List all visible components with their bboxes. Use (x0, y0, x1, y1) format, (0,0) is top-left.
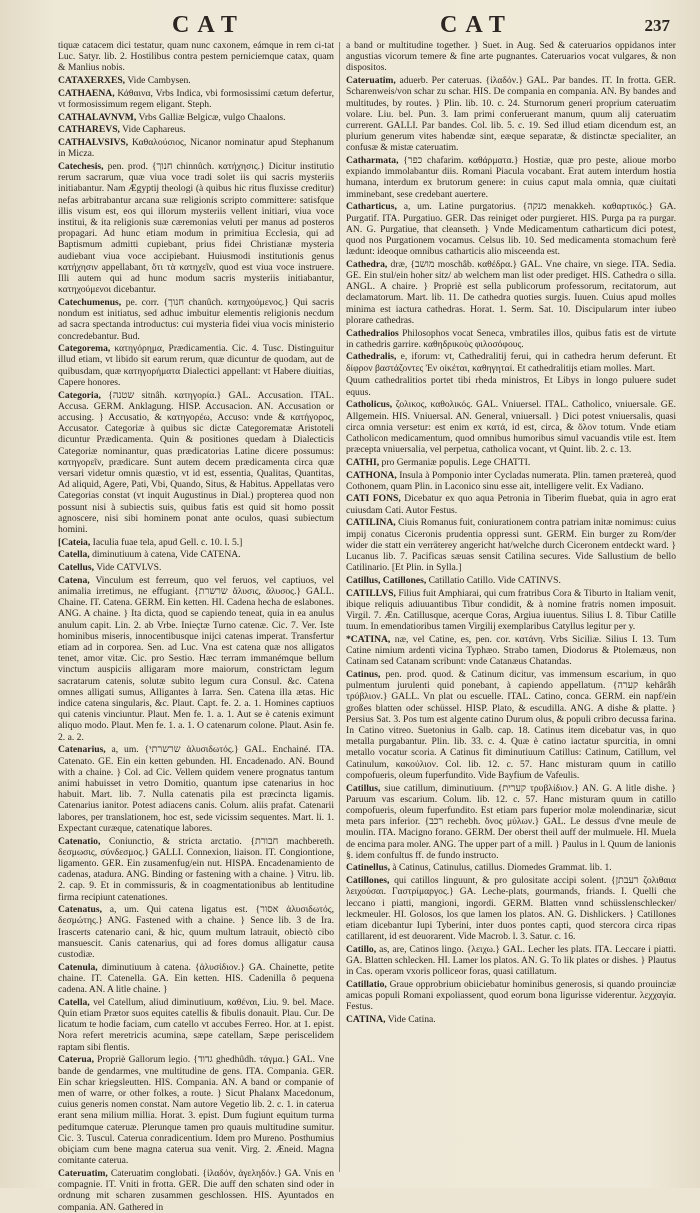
entry-text: tiquæ catacem dici testatur, quam nunc caxonem, eámque in rem ci-tat Luc. Satyr. lib. 2. Hostilibus contra pestem perniciemque catax, quam & Manlius nobis. (58, 40, 334, 74)
dictionary-entry (58, 390, 334, 536)
entry-headword: CATHALAVNVM, (58, 111, 137, 123)
entry-headword: Catillo, (346, 943, 377, 955)
entry-headword: Catechesis, (58, 161, 104, 173)
dictionary-entry (346, 493, 676, 515)
entry-text: Vide CATVLVS. (96, 562, 162, 574)
dictionary-entry (58, 88, 334, 110)
entry-text: a, um. {שרשרתי ἁλυσιδωτός.} GAL. Enchainé. ITA. Catenato. GE. Ein ein ketten gebunden. HI. Encadenado. AN. Bound with a chaine. } Col. ad Cic. Vellem quidem venere prognatus tantum animi habuisset in vetro Domitio, quantum ipse catenarius in hoc habuit. Mart. lib. 7. Nulla catenatis pila est præcincta ligamis. Catenarius ianitor. Potest adiacens canis. Colum. aliis prafat. Catenarii labores, per translationem, hoc est, sede vicissim sequentes. Mart. li. 1. Expectant curæque, catenatique labores. (58, 744, 334, 834)
dictionary-entry (346, 201, 676, 257)
entry-text: pen. prod. quod. & Catinum dicitur, vas immensum escarium, in quo pulmentum jurulenti quid ponebant, à capiendo appellatum. {קערה kehârâh τρύβλιον.} GALL. Vn plat ou escuelle. ITAL. Catino, conca. GERM. ein napf/ein großes blatten oder schüssel. HISP. Plato, & escudilla. ANG. A dishe & platte. } Persius Sat. 3. Pos tum est algente catino Durum olus, & populi cribro decussa farina. In Catino vitreo. Suetonius in Galb. cap. 18. Catinus item dicebatur vas, in quo metalla purgabantur. Plin. lib. 33. c. 4. Quæ è catino iactatur spurcitia, in omni metallo vocatur scoria. A Catinus fit diminutiuum Catillus: Catinum, Catillum, vel Catinulum, κακούλιον. Col. lib. 12. c. 57. Hanc misturam quum in catillo compofueris, oleum fuperfundito. Vide Bayfium de Vafeulis. (346, 668, 676, 781)
entry-headword: CATINA, (346, 1014, 386, 1026)
entry-headword: Catillones, (346, 875, 390, 887)
dictionary-entry (346, 634, 676, 668)
entry-headword: CATHAENA, (58, 87, 115, 99)
entry-headword: Cathedra, (346, 258, 388, 270)
dictionary-entry (346, 351, 676, 373)
left-column (58, 40, 335, 1213)
dictionary-entry (58, 137, 334, 159)
dictionary-entry (346, 75, 676, 153)
dictionary-entry (346, 862, 676, 873)
dictionary-entry (346, 979, 676, 1013)
entry-headword: Catharticus, (346, 201, 397, 213)
entry-text: Propriè Gallorum legio. {גדוד ghedhûdh. τάγμα.} GAL. Vne bande de gendarmes, vne multitudine de gens. ITA. Compania. GER. Ein schar kriegsleutten. HIS. Compania. AN. A band or companie of men of warre, or other folkes, a route. } Sicut Phalanx Macedonum, cuius generis nomen constat. Nam autore Vegetio lib. 2. c. 1. in caterua erant sena milium millia. Horat. 3. epist. Dum fugiunt equitum turma peditumque cateruæ. Plerunque tamen pro quauis multitudine sumitur. Cic. 3. Tuscul. Caterua conradicentium. Idem pro Mureno. Posthumius obiçiam cum bene magna caterua sua venit. Virg. 2. Æneid. Magna comitante caterua. (58, 1054, 334, 1167)
dictionary-entry (346, 783, 676, 861)
dictionary-entry (58, 1168, 334, 1213)
entry-text: Dicebatur ex quo aqua Petronia in Tiberim fluebat, quia in agro erat cuiusdam Cati. Autor Festus. (346, 493, 676, 516)
entry-text: as, are, Catinos lingo. {λειχω.} GAL. Lecher les plats. ITA. Leccare i piatti. GA. Blatten schlecken. HI. Lamer los platos. AN. G. To lik plates or dishes. } Plautus in Cas. operam vxoris polliceor foras, quasi catillatum. (346, 943, 676, 978)
entry-headword: Catellus, (58, 562, 94, 574)
entry-text: Coniunctio, & stricta arctatio. {חבורת machbereth. δεσμωσις, σύνδεσμος.} GALLI. Connexion, liaison. IT. Congiontione, ligamento. GER. Ein zusamenfug/ein nut. HISPA. Encadenamiento de cadenas, atadura. ANG. Binding or fastening with a chaine. } Vitru. lib. 2. cap. 9. Et in commissuris, & in coagmentationibus ab lentitudine firma recipiunt catenationes. (58, 835, 334, 903)
dictionary-entry (58, 904, 334, 960)
entry-headword: Catella, (58, 996, 90, 1008)
entry-text: Vide Caphareus. (122, 124, 186, 136)
entry-text: Insula à Pomponio inter Cycladas numerata. Plin. tamen prætereà, quod Cothonem, quam Plin. in Laconico sinu esse ait, intelligere velit. Ex Vadiano. (346, 469, 676, 492)
dictionary-entry (58, 549, 334, 560)
dictionary-entry (346, 259, 676, 326)
entry-headword: Catillatio, (346, 978, 387, 990)
dictionary-entry (58, 124, 334, 135)
entry-text: qui catillos linguunt, & pro gulositate accipi solent. {רעבתן ζολιθαια λειχούσαι. Γαστρίμαργος.} GA. Leche-plats, gourmands, friands. I. Quelli che leccano i piatti, mangioni, ingordi. GERM. Blatten vnnd schüsslenschlecker/ leckmeuler. HI. Golosos, los que lamen los platos. AN. G. Dishlickers. } Catillones etiam dicebantur Iupi Tyberini, inter duos pontes capti, quod stercora circa ripas catillarent, id est deuorarent. Vide Macrob. l. 3. Satur. c. 16. (346, 875, 676, 943)
entry-text: e, iforum: vt, Cathedralitij ferui, qui in cathedra herum deferunt. Et δίφρον βαστάζοντες Ἐν οἰκέται, καθηγηταί. Et cathedralitijs etiam molles. Mart. (346, 351, 676, 374)
running-head-left: CAT (172, 12, 245, 38)
entry-text: dræ, {מושב moschâb. καθέδρα.} GAL. Vne chaire, vn siege. ITA. Sedia. GE. Ein stul/ein hoher sitz/ ab welchem man list oder prediget. HIS. Cathedra o silla. ANGL. A chaire. } Propriè est sella publicorum professorum, recitatorum, aut declamatorum. Mart. lib. 11. De cathedra quoties surgis. Iuuen. Cuius apud molles minima est iactura cathedras. Horat. 1. Serm. Sat. 10. Discipularum inter iubeo plorare cathedras. (346, 258, 676, 326)
entry-headword: Catinellus, (346, 862, 390, 874)
entry-text: Vide Catina. (387, 1014, 436, 1026)
entry-text: Quum cathedralitios portet tibi rheda ministros, Et Libys in longo puluere sudet equus. (346, 375, 676, 398)
entry-text: aduerb. Per cateruas. {ἰλαδόν.} GAL. Par bandes. IT. In frotta. GER. Scharenweis/von schar zu schar. HIS. De compania en compania. AN. By bandes and multitudes, by routes. } Plin. lib. 10. c. 24. Sturnorum generi proprium cateruatim volare. Liu. bel. Pun. 3. Iam primi conferuerant manum, quum alij cateruatim currerent. GALLI. Par bandes. Col. lib. 5. c. 19. Sed illud etiam dicendum est, an plurium generum vites habendæ sint, eæque separatæ, & distinctæ specialiter, an confusæ & mistæ cateruatim. (346, 75, 676, 154)
entry-text: Vinculum est ferreum, quo vel feruos, vel captiuos, vel animalia irretimus, ne effugiant. {שרשרת ἅλυσις, ἅλυσος.} GALL. Chaine. IT. Catena. GERM. Ein ketten. HI. Cadena hecha de eslabones. ANG. A chaine. } Ita dicta, quod se capiendo teneat, quia in ea anulus anulum capit. Lin. 2. ab Vrbe. Inieçtæ Turno catenæ. Cic. 7. Ver. Iste hominibus miseris, innocentibusque inijci catenas imperat. Transfertur etiam ad in corporea. Sen. ad Luc. Vna est catena quæ nos alligatos tenet, amor vitæ. Cic. pro Sestio. Hæc terram immanémque bellum vinctum auspiciis alligaram more maiorum, constrictam legum sacratarum catenis, solutæ subito legum cura Consul. &c. Catena omnes alligati sumus, Alligantes à Iarra. Sen. Catena illa ætas. Hic indice catena singularis, &c. Plaut. Capt. fe. 2. a. 1. Homines captiuos qui catenis vinciuntur. Plaut. Men fe. 1. a. 1. Aut se è catenis eximunt aliquo modo. Plaut. Men fe. 1. a. 1. O catenarum colone. Plaut. Asin fe. 2. a. 2. (58, 574, 335, 743)
running-head-right: CAT (440, 12, 513, 38)
entry-headword: Catella, (58, 549, 90, 561)
entry-headword: CATILLVS, (346, 587, 396, 599)
right-column (346, 40, 676, 1176)
entry-headword: Catillus, Catillones, (346, 574, 427, 586)
dictionary-entry (58, 836, 334, 903)
entry-headword: CATHAREVS, (58, 124, 120, 136)
dictionary-entry (346, 328, 676, 350)
dictionary-entry (346, 517, 676, 573)
page-number: 237 (644, 16, 670, 35)
dictionary-entry (346, 155, 676, 200)
dictionary-entry (58, 75, 334, 86)
entry-text: pe. corr. {חנוך chanûch. κατηχούμενος.} Qui sacris nondum est initiatus, sed adhuc imbuitur elementis religionis necdum ad sacra spectanda introductus: cui mysteria fidei viua vocis ministerio concredebantur. Bud. (58, 296, 335, 342)
dictionary-entry (58, 40, 334, 74)
dictionary-entry (58, 161, 334, 295)
entry-text: a, um. Qui catena ligatus est. {אסור ἀλυσιδωτός, δεσμώτης.} ANG. Fastened with a chaine. } Sence lib. 3 de Ira. Irascerts catenario cani, & hic, quum multum latrauit, obiectò cibo mansuescit. Canis catenarius, qui ad fores domus alligatur causa custodiæ. (58, 904, 334, 961)
entry-headword: [Cateia, (58, 536, 91, 548)
dictionary-entry (58, 297, 334, 342)
entry-text: Catillatio Catillo. Vide CATINVS. (428, 574, 561, 586)
entry-headword: CATHALVSIVS, (58, 137, 129, 149)
dictionary-entry (346, 875, 676, 942)
entry-headword: Catena, (58, 574, 90, 586)
entry-headword: Catenatus, (58, 904, 102, 916)
dictionary-entry (346, 457, 676, 468)
dictionary-entry (58, 343, 334, 388)
entry-text: {שטנה sitnâh. κατηγορία.} GAL. Accusation. ITAL. Accusa. GERM. Anklagung. HISP. Accusacion. AN. Accusation or accusing. } Accusatio, & κατηγορέω, Accuso: vnde & κατήγορος, Accusator. Categoriæ à quibus sic dictæ Categorematæ Aristoteli dicuntur Prædicamenta. Quin & positiones quedam à Dialecticis Categoriæ nominantur, quas prædicatorias Latine dicere possumus: κατηγορεῖν, prædicare. Sunt autem decem prædicamenta circa quæ versari videtur omnis quæstio, vt id est, essentia, Qualitas, Quantitas, Ad aliquid, Agere, Pati, Vbi, Quando, Situs, & Habitus. Appellatas vero Categorias constat (vt inquit Augustinus in Dial.) propterea quod non possunt nisi à subiectis suis, quibus fatis est quid sit homo possit agnoscere, nisi sibi hominem ponat ante oculos, quasi subiectum homini. (58, 389, 334, 536)
entry-text: Ciuis Romanus fuit, coniurationem contra patriam initæ nomimus: cuius impij conatus Ciceronis prudentia oppressi sunt. GERM. Ein burger zu Rom/der wider die statt ein verräterey angericht hat/welche durch Ciceronem entdeckt ward. } Lucanus lib. 7. Pacificas sæuas sensit Catilina secures. Vide Sallustium de bello Catilinario. [Et Plin. in Sylla.] (346, 517, 676, 574)
dictionary-entry (346, 588, 676, 633)
entry-text: {כפר chafarim. καθάρματα.} Hostiæ, quæ pro peste, alioue morbo expiando immolabantur diis. Romani Piacula vocabant. Erat autem interdum hostia humana, interdum ex brutorum genere: in cuius caput mala omnia, quæ ciuitati imminebant, sese credebant auertere. (346, 155, 676, 200)
entry-headword: CATHI, (346, 456, 380, 468)
dictionary-entry (346, 399, 676, 455)
entry-headword: Cathedralios (346, 327, 399, 339)
entry-headword: Catenarius, (58, 744, 106, 756)
entry-headword: Catenula, (58, 961, 98, 973)
dictionary-entry (346, 575, 676, 586)
entry-headword: CATILINA, (346, 517, 396, 529)
page-header (60, 12, 670, 40)
entry-text: κατηγόρημα, Prædicamentia. Cic. 4. Tusc. Distinguitur illud etiam, vt libido sit earum rerum, quæ dicuntur de quodam, aut de quibusdam, quæ κατηγορήματα Dialectici appellant: vt Habere diuitias, Capere honores. (58, 343, 334, 388)
dictionary-entry (346, 669, 676, 781)
entry-headword: Catharmata, (346, 155, 399, 167)
entry-text: Philosophos vocat Seneca, vmbratiles illos, quibus fatis est de virtute in cathedris garrire. καθηδρικοὺς φιλοσόφους. (346, 327, 676, 350)
entry-headword: Cathedralis, (346, 351, 397, 363)
dictionary-entry (346, 40, 676, 74)
entry-headword: Catinus, (346, 668, 381, 680)
entry-text: a band or multitudine together. } Suet. in Aug. Sed & cateruarios oppidanos inter angustias vicorum temere & fine arte pugnantes. Cateruarios vocat vulgares, & non dispositos. (346, 40, 676, 74)
entry-headword: Categoria, (58, 389, 101, 401)
dictionary-entry (58, 997, 334, 1053)
entry-text: pro Germaniæ populis. Lege CHATTI. (381, 456, 531, 468)
entry-text: Vrbs Galliæ Belgicæ, vulgo Chaalons. (138, 111, 286, 123)
dictionary-entry (58, 1054, 334, 1166)
entry-text: à Catinus, Catinulus, catillus. Diomedes Grammat. lib. 1. (392, 862, 612, 874)
dictionary-entry (58, 744, 334, 834)
entry-text: Καθαλούσιος, Nicanor nominatur apud Stephanum in Micza. (58, 137, 334, 160)
entry-text: næ, vel Catine, es, pen. cor. κατάνη. Vrbs Siciliæ. Silius I. 13. Tum Catine nimium ardenti vicina Typhæo. Strabo tamen, Diodorus & Ptolemæus, non Catinam sed Catanam scribunt: vnde Catanæus Chatandas. (346, 633, 676, 668)
entry-headword: Caterua, (58, 1054, 94, 1066)
entry-headword: Cateruatim, (346, 75, 396, 87)
dictionary-entry (58, 962, 334, 996)
dictionary-entry (58, 112, 334, 123)
entry-text: Κάθαινα, Vrbs Indica, vbi formosissimi cætum defertur, vt formosissimum regem eligant. Steph. (58, 87, 334, 111)
entry-headword: CATI FONS, (346, 493, 401, 505)
entry-headword: CATHONA, (346, 469, 397, 481)
entry-headword: Catholicus, (346, 399, 393, 411)
entry-text: diminutiuum à catena, Vide CATENA. (92, 549, 241, 561)
entry-text: Vide Cambysen. (127, 75, 191, 87)
entry-text: Filius fuit Amphiarai, qui cum fratribus Cora & Tiburto in Italiam venit, ibique reliquis adiuuantibus Tibur condidit, & à nomine fratris nomen imposuit. Virgil. 7. Æn. Catillusque, acerque Coras, Argiua iuuentus. Silius I. 8. Tibur Catille tuum. In emendatioribus tamen Virgilij exemplaribus Catyllus legitur per y. (346, 587, 676, 633)
dictionary-entry (346, 375, 676, 397)
entry-headword: *CATINA, (346, 633, 391, 645)
dictionary-entry (58, 537, 334, 548)
dictionary-entry (346, 470, 676, 492)
entry-text: pen. prod. {חנוך chinnûch. κατήχησις.} Dicitur institutio rerum sacrarum, quæ viua voce tradi solet iis qui sacris mysteriis initiabantur. Nam Ægyptij theologi (à quibus hic ritus fluxisse creditur) nefas arbitrabantur arcana suæ religionis scripto committere: satisfque illis visum est, eos qui illorum mysteriis vellent initiari, viua voce institui, & ita religionis suæ cæremonias veluti per manus ad posteros propagari. Ad hunc etiam modum in primitiua Ecclesia, qui ad Baptismum admitti cupiebant, prius fidei Christianæ mysteria audiebant viua voce accipiebant. Huiusmodi institutionis genus κατήχησιν appellabant, ὅτι τὰ κατηχεῖν, quod est viua voce instruere. Illi autem qui ad hunc modum sacris mysteriis initiabantur, κατηχούμενοι dicebantur. (58, 161, 334, 296)
entry-headword: CATAXERXES, (58, 75, 126, 87)
dictionary-entry (346, 944, 676, 978)
entry-headword: Cateruatim, (58, 1167, 108, 1179)
entry-text: siue catillum, diminutiuum. {קערית τρυβλίδιον.} AN. G. A litle dishe. } Paruum vas escarium. Colum. lib. 12. c. 57. Hanc misturam quum in catillo compofueris, oleum fuperfundito. Est etiam pars fuperior molæ molendinariæ, sicut meta pars inferior. {רכב rechebh. ὄνος μύλων.} GAL. Le dessus d'vne meule de moulin. ITA. Macigno forano. GERM. Der oberst theil auff der mulmuele. HI. Muela de encima para moler. ANG. The upper part of a mill. } Paulus in l. Quum de lanionis §. idem confultus ff. de fundo instructo. (346, 782, 677, 861)
dictionary-entry (58, 575, 334, 743)
entry-text: ζολικος, καθολικός. GAL. Vniuersel. ITAL. Catholico, vniuersale. GE. Allgemein. HIS. Vniuersal. AN. General, vniuersall. } Dici potest vniuersalis, quasi circa omnia versetur: est enim ex κατά, id est, circa, & ὅλον totum. Vnde etiam Catholicon medicamentum, quod omnibus humoribus simul vacuandis vtile est. Item præcepta vniuersalia, vel perpetua, catholica vocant, vt Quint. lib. 2. c. 13. (346, 399, 676, 456)
dictionary-entry (58, 562, 334, 573)
entry-text: vel Catellum, aliud diminutiuum, καθέναι, Liu. 9. bel. Mace. Quin etiam Prætor suos equites catellis & fibulis donauit. Plau. Cur. De licatum te hodie faciam, cum catello vt accubes Ferreo. Hor. at 1. epist. Nora refert meretricis acumina, sæpe catellam, Sæpe periscelidem raptam sibi flentis. (58, 996, 334, 1053)
column-divider (339, 42, 340, 1172)
entry-headword: Catenatio, (58, 835, 101, 847)
entry-text: diminutiuum à catena. {ἁλυσίδιον.} GA. Chainette, petite chaine. IT. Catenella. GA. Ein ketten. HIS. Cadenilla ô pequena cadena. AN. A litle chaine. } (58, 961, 334, 996)
dictionary-entry (346, 1014, 676, 1025)
entry-headword: Catillus, (346, 782, 381, 794)
entry-text: Iaculia fuae tela, apud Gell. c. 10. l. 5.] (92, 536, 243, 548)
entry-text: Graue opprobrium obiiciebatur hominibus generosis, si quando prouinciæ amicas populi Romani expoliassent, quod eorum bona ligurisse viderentur. λεχχαγία. Festus. (346, 978, 676, 1013)
entry-text: Cateruatim conglobati. {ἰλαδόν, ἀγεληδόν.} GA. Vnis en compagnie. IT. Vniti in frotta. GER. Die auff den schaten sind oder in ordnung mit scharen zusammen geschlossen. HIS. Ayuntados en compania. AN. Gathered in (58, 1167, 334, 1213)
entry-headword: Categorema, (58, 343, 111, 355)
entry-headword: Catechumenus, (58, 296, 122, 308)
entry-text: a, um. Latine purgatorius. {מנקה menakkeh. καθαρτικός.} GA. Purgatif. ITA. Purgatiuo. GER. Das reiniget oder purgieret. HIS. Purga pa ra purgar. AN. G. Purgatiue, that cleanseth. } Vnde Medicamentum catharticum dici potest, quod nos Purgationem vocamus. Celsus lib. 10. Sed medicamenta stomachum ferè lædunt: ideoque omnibus catharticis alio misceenda est. (346, 201, 676, 258)
